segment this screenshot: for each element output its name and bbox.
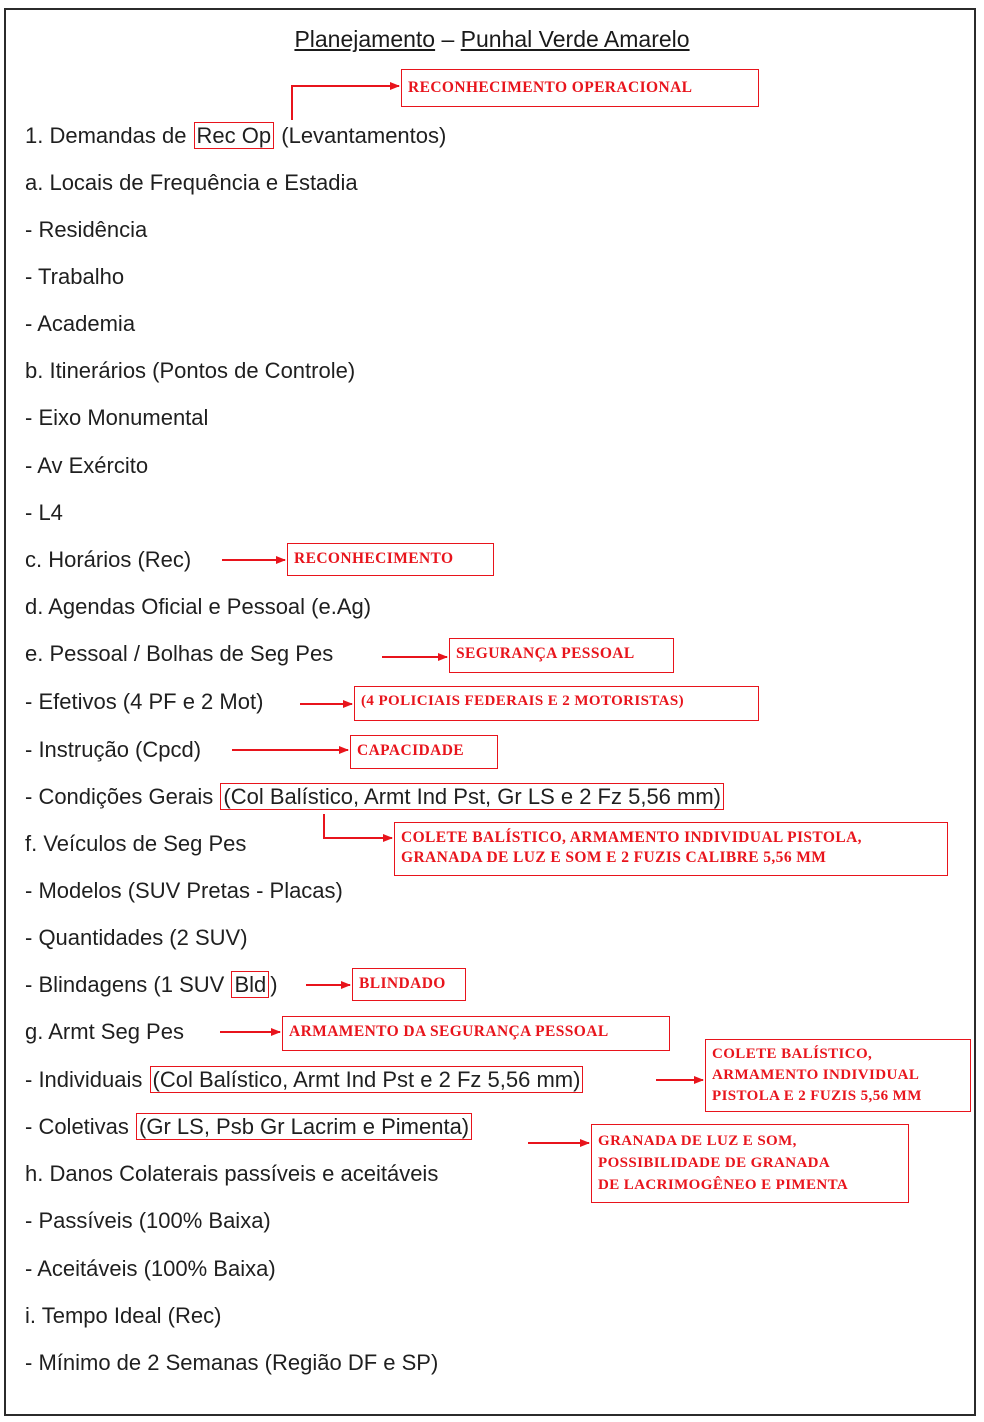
line-l4: - L4 bbox=[25, 500, 63, 525]
title-separator: – bbox=[435, 26, 461, 52]
line-blindagens bbox=[25, 972, 278, 998]
highlight-individuais: (Col Balístico, Armt Ind Pst e 2 Fz 5,56 mm) bbox=[150, 1066, 584, 1093]
line-text: - Condições Gerais bbox=[25, 784, 220, 809]
title-part-1: Planejamento bbox=[294, 26, 436, 52]
annotation-blindado: BLINDADO bbox=[352, 968, 466, 1001]
line-quantidades: - Quantidades (2 SUV) bbox=[25, 925, 248, 950]
line-veiculos: f. Veículos de Seg Pes bbox=[25, 831, 247, 856]
line-demandas bbox=[25, 123, 446, 149]
line-armt-seg-pes: g. Armt Seg Pes bbox=[25, 1019, 184, 1044]
highlight-condicoes: (Col Balístico, Armt Ind Pst, Gr LS e 2 Fz 5,56 mm) bbox=[220, 783, 724, 810]
line-individuais bbox=[25, 1067, 584, 1093]
line-modelos: - Modelos (SUV Pretas - Placas) bbox=[25, 878, 343, 903]
highlight-rec-op: Rec Op bbox=[194, 122, 275, 149]
line-coletivas bbox=[25, 1114, 473, 1140]
line-tempo-ideal: i. Tempo Ideal (Rec) bbox=[25, 1303, 222, 1328]
line-locais: a. Locais de Frequência e Estadia bbox=[25, 170, 358, 195]
line-text: ) bbox=[270, 972, 278, 997]
highlight-coletivas: (Gr LS, Psb Gr Lacrim e Pimenta) bbox=[136, 1113, 472, 1140]
annotation-colete-condicoes: COLETE BALÍSTICO, ARMAMENTO INDIVIDUAL PISTOLA, GRANADA DE LUZ E SOM E 2 FUZIS CALIBRE 5,56 MM bbox=[394, 822, 948, 876]
line-passiveis: - Passíveis (100% Baixa) bbox=[25, 1208, 271, 1233]
line-danos: h. Danos Colaterais passíveis e aceitáveis bbox=[25, 1161, 439, 1186]
line-academia: - Academia bbox=[25, 311, 136, 336]
annotation-coletivas: GRANADA DE LUZ E SOM, POSSIBILIDADE DE GRANADA DE LACRIMOGÊNEO E PIMENTA bbox=[591, 1124, 909, 1203]
line-condicoes-gerais bbox=[25, 784, 725, 810]
line-efetivos: - Efetivos (4 PF e 2 Mot) bbox=[25, 689, 264, 714]
line-pessoal: e. Pessoal / Bolhas de Seg Pes bbox=[25, 641, 334, 666]
line-text: - Blindagens (1 SUV bbox=[25, 972, 231, 997]
annotation-capacidade: CAPACIDADE bbox=[350, 735, 498, 769]
line-av-exercito: - Av Exército bbox=[25, 453, 149, 478]
annotation-reconhecimento: RECONHECIMENTO bbox=[287, 543, 494, 576]
annotation-individuais: COLETE BALÍSTICO, ARMAMENTO INDIVIDUAL PISTOLA E 2 FUZIS 5,56 MM bbox=[705, 1039, 971, 1112]
line-instrucao: - Instrução (Cpcd) bbox=[25, 737, 202, 762]
line-horarios: c. Horários (Rec) bbox=[25, 547, 192, 572]
line-residencia: - Residência bbox=[25, 217, 148, 242]
annotation-reconhecimento-operacional: RECONHECIMENTO OPERACIONAL bbox=[401, 69, 759, 107]
annotation-seguranca-pessoal: SEGURANÇA PESSOAL bbox=[449, 638, 674, 673]
line-agendas: d. Agendas Oficial e Pessoal (e.Ag) bbox=[25, 594, 372, 619]
line-eixo-monumental: - Eixo Monumental bbox=[25, 405, 209, 430]
line-text: - Individuais bbox=[25, 1067, 149, 1092]
line-minimo: - Mínimo de 2 Semanas (Região DF e SP) bbox=[25, 1350, 439, 1375]
highlight-bld: Bld bbox=[231, 971, 269, 998]
annotation-efetivos: (4 POLICIAIS FEDERAIS E 2 MOTORISTAS) bbox=[354, 686, 759, 721]
line-text: 1. Demandas de bbox=[25, 123, 193, 148]
line-text: (Levantamentos) bbox=[275, 123, 447, 148]
line-trabalho: - Trabalho bbox=[25, 264, 125, 289]
line-aceitaveis: - Aceitáveis (100% Baixa) bbox=[25, 1256, 276, 1281]
document-title bbox=[0, 26, 984, 53]
line-text: - Coletivas bbox=[25, 1114, 136, 1139]
annotation-armamento-seguranca: ARMAMENTO DA SEGURANÇA PESSOAL bbox=[282, 1016, 670, 1051]
title-part-2: Punhal Verde Amarelo bbox=[460, 26, 690, 52]
line-itinerarios: b. Itinerários (Pontos de Controle) bbox=[25, 358, 356, 383]
